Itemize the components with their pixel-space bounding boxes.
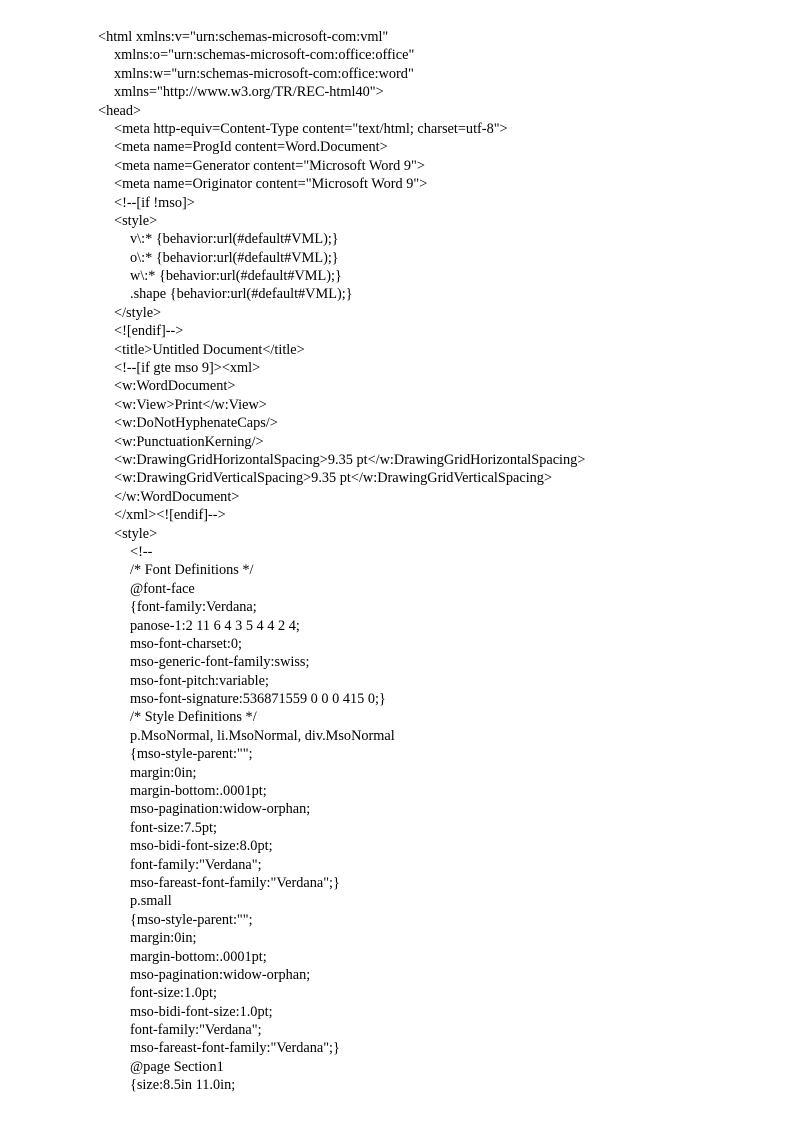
code-line: <head> (98, 102, 142, 119)
code-line: <title>Untitled Document</title> (114, 341, 305, 358)
code-line: <w:WordDocument> (114, 378, 236, 395)
code-line: o\:* {behavior:url(#default#VML);} (130, 249, 339, 266)
code-line: mso-font-pitch:variable; (130, 672, 269, 689)
code-line: mso-font-charset:0; (130, 635, 242, 652)
code-line: panose-1:2 11 6 4 3 5 4 4 2 4; (130, 617, 300, 634)
code-line: </style> (114, 304, 162, 321)
code-line: /* Style Definitions */ (130, 709, 257, 726)
code-line: margin:0in; (130, 930, 197, 947)
code-line: margin-bottom:.0001pt; (130, 783, 267, 800)
code-line: </w:WordDocument> (114, 488, 240, 505)
code-line: {size:8.5in 11.0in; (130, 1077, 236, 1094)
code-line: <meta name=Generator content="Microsoft Word 9"> (114, 157, 425, 174)
code-line: <html xmlns:v="urn:schemas-microsoft-com:vml" (98, 29, 389, 45)
code-line: <w:PunctuationKerning/> (114, 433, 264, 450)
code-line: <w:DrawingGridVerticalSpacing>9.35 pt</w:DrawingGridVerticalSpacing> (114, 470, 553, 487)
code-line: </xml><![endif]--> (114, 507, 226, 524)
code-line: xmlns:w="urn:schemas-microsoft-com:office:word" (114, 65, 414, 82)
code-line: <!--[if !mso]> (114, 194, 195, 211)
code-line: xmlns="http://www.w3.org/TR/REC-html40"> (114, 84, 384, 101)
code-line: xmlns:o="urn:schemas-microsoft-com:office:office" (114, 47, 415, 64)
code-line: mso-pagination:widow-orphan; (130, 966, 311, 983)
code-line: mso-generic-font-family:swiss; (130, 654, 310, 671)
code-line: <meta http-equiv=Content-Type content="text/html; charset=utf-8"> (114, 120, 508, 137)
code-line: font-size:7.5pt; (130, 819, 217, 836)
code-line: mso-bidi-font-size:8.0pt; (130, 838, 273, 855)
code-line: @font-face (130, 580, 195, 597)
code-line: <meta name=Originator content="Microsoft Word 9"> (114, 176, 428, 193)
code-line: <w:View>Print</w:View> (114, 396, 267, 413)
code-line: p.small (130, 893, 172, 910)
code-line: font-family:"Verdana"; (130, 856, 262, 873)
code-line: @page Section1 (130, 1058, 224, 1075)
code-line: <![endif]--> (114, 323, 184, 340)
code-line: <style> (114, 525, 158, 542)
code-line: {mso-style-parent:""; (130, 746, 253, 763)
code-line: <meta name=ProgId content=Word.Document> (114, 139, 388, 156)
code-line: font-family:"Verdana"; (130, 1022, 262, 1039)
code-line: mso-fareast-font-family:"Verdana";} (130, 1040, 340, 1057)
code-line: margin:0in; (130, 764, 197, 781)
code-line: {font-family:Verdana; (130, 599, 257, 616)
code-line: /* Font Definitions */ (130, 562, 254, 579)
code-line: v\:* {behavior:url(#default#VML);} (130, 231, 339, 248)
code-line: {mso-style-parent:""; (130, 911, 253, 928)
code-line: <w:DrawingGridHorizontalSpacing>9.35 pt</w:DrawingGridHorizontalSpacing> (114, 451, 586, 468)
code-line: mso-pagination:widow-orphan; (130, 801, 311, 818)
code-line: mso-font-signature:536871559 0 0 0 415 0;} (130, 691, 386, 708)
code-line: .shape {behavior:url(#default#VML);} (130, 286, 353, 303)
code-line: p.MsoNormal, li.MsoNormal, div.MsoNormal (130, 727, 395, 744)
code-line: <style> (114, 212, 158, 229)
code-line: margin-bottom:.0001pt; (130, 948, 267, 965)
code-line: mso-bidi-font-size:1.0pt; (130, 1003, 273, 1020)
code-line: <!-- (130, 543, 153, 560)
code-line: mso-fareast-font-family:"Verdana";} (130, 874, 340, 891)
code-line: w\:* {behavior:url(#default#VML);} (130, 268, 342, 285)
source-code-listing (98, 28, 585, 1095)
code-line: <w:DoNotHyphenateCaps/> (114, 415, 278, 432)
code-line: <!--[if gte mso 9]><xml> (114, 360, 261, 377)
code-line: font-size:1.0pt; (130, 985, 217, 1002)
